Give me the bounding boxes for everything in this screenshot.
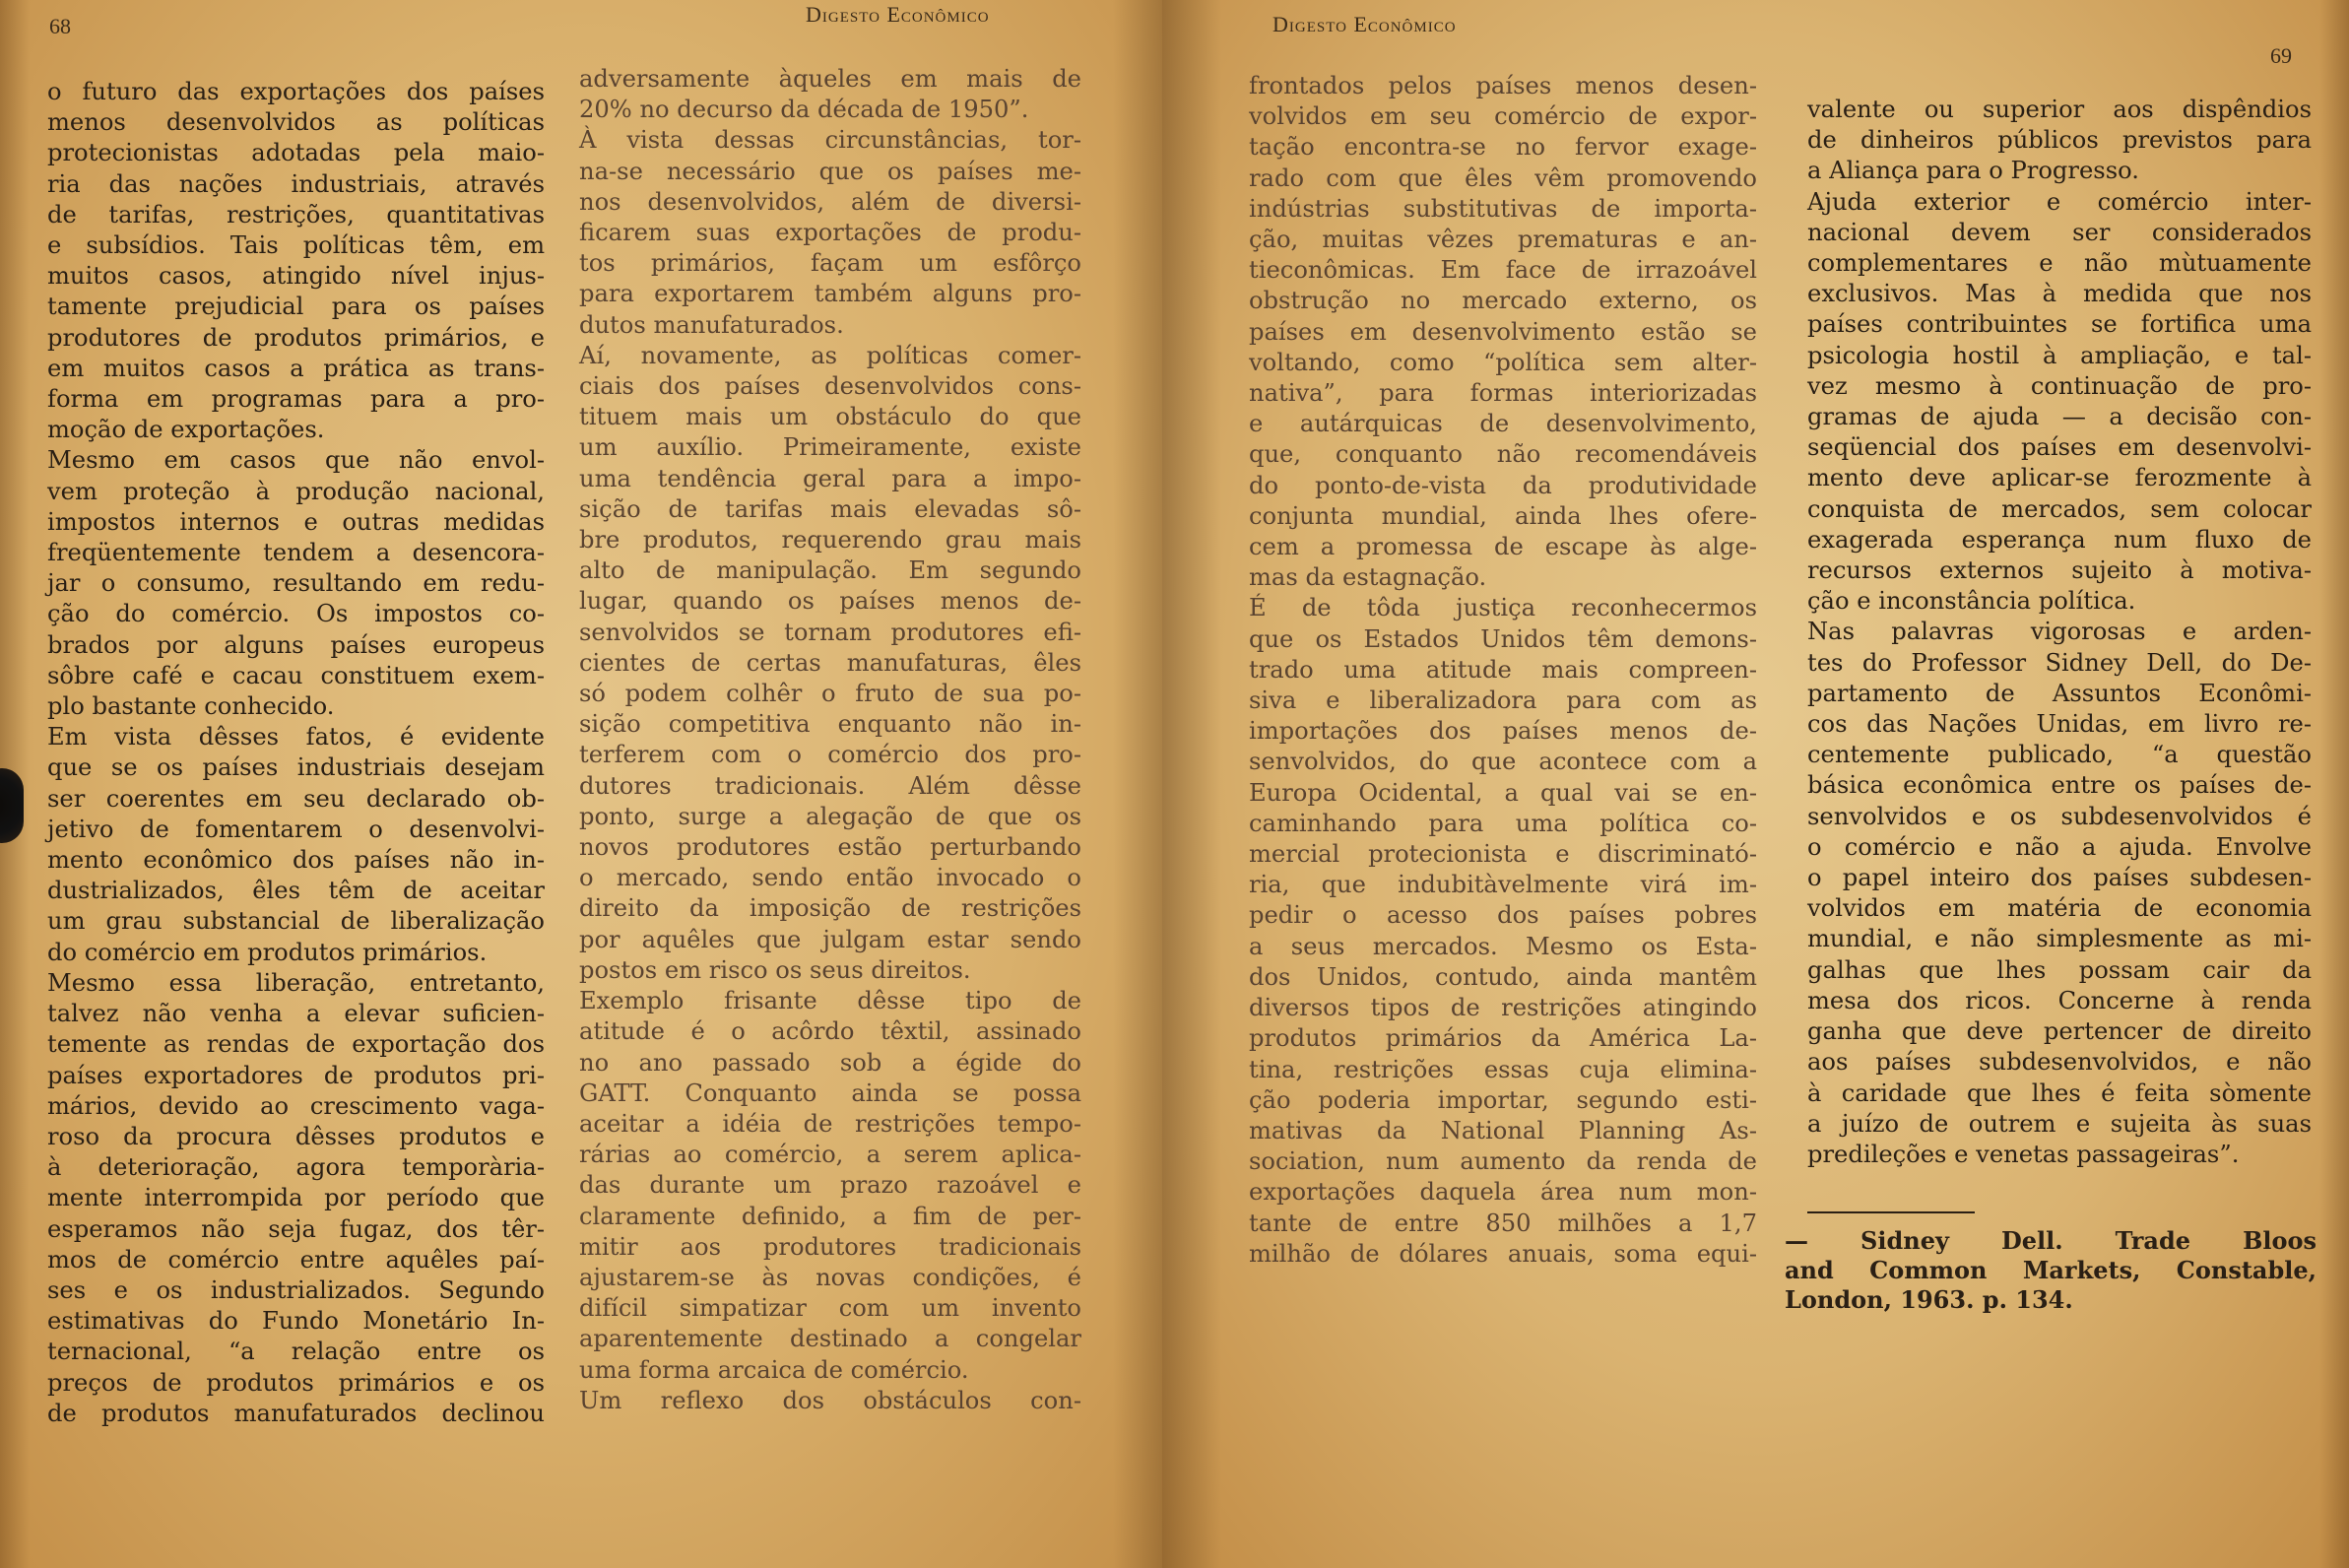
text-line: só podem colhêr o fruto de sua po- [579, 680, 1081, 708]
text-line: um grau substancial de liberalização [47, 907, 545, 936]
text-line: a Aliança para o Progresso. [1807, 157, 2139, 185]
text-line: plo bastante conhecido. [47, 692, 335, 721]
text-line: dustrializados, êles têm de aceitar [47, 877, 545, 905]
text-line: pedir o acesso dos países pobres [1249, 901, 1757, 930]
left-page [0, 0, 1172, 1568]
text-line: sição de tarifas mais elevadas sô- [579, 494, 1081, 523]
text-line: de produtos manufaturados declinou [47, 1399, 545, 1427]
text-line: mundial, e não simplesmente as mi- [1807, 925, 2312, 953]
text-line: ção e inconstância política. [1807, 587, 2136, 616]
text-line: Aí, novamente, as políticas comer- [579, 341, 1081, 369]
text-line: siva e liberalizadora para com as [1249, 686, 1757, 715]
text-line: mas da estagnação. [1249, 563, 1487, 592]
text-line: mente interrompida por período que [47, 1184, 545, 1212]
text-line: jar o consumo, resultando em redu- [47, 569, 545, 598]
text-line: Um reflexo dos obstáculos con- [579, 1386, 1081, 1414]
text-line: nativa”, para formas interiorizadas [1249, 379, 1757, 408]
text-line: temente as rendas de exportação dos [47, 1030, 545, 1059]
left-page-column-2 [579, 64, 1081, 1416]
text-line: países exportadores de produtos pri- [47, 1061, 545, 1089]
page-number-left: 68 [49, 14, 71, 38]
text-line: tes do Professor Sidney Dell, do De- [1807, 648, 2312, 677]
text-line: senvolvidos e os subdesenvolvidos é [1807, 802, 2312, 830]
text-line: sôbre café e cacau constituem exem- [47, 661, 545, 689]
text-line: produtores de produtos primários, e [47, 323, 545, 352]
text-line: o comércio e não a ajuda. Envolve [1807, 832, 2312, 861]
text-line: ganha que deve pertencer de direito [1807, 1017, 2312, 1046]
text-line: em muitos casos a prática as trans- [47, 354, 545, 382]
text-line: exagerada esperança num fluxo de [1807, 525, 2312, 554]
text-line: dutores tradicionais. Além dêsse [579, 771, 1081, 800]
text-line: predileções e venetas passageiras”. [1807, 1140, 2240, 1168]
text-line: centemente publicado, “a questão [1807, 741, 2312, 769]
text-line: Mesmo em casos que não envol- [47, 446, 545, 475]
text-line: obstrução no mercado externo, os [1249, 287, 1757, 315]
text-line: ção do comércio. Os impostos co- [47, 600, 545, 628]
text-line: aceitar a idéia de restrições tempo- [579, 1109, 1081, 1138]
text-line: nos desenvolvidos, além de diversi- [579, 187, 1081, 216]
text-line: muitos casos, atingido nível injus- [47, 262, 545, 291]
left-page-column-1 [47, 77, 545, 1429]
text-line: adversamente àqueles em mais de [579, 65, 1081, 93]
text-line: ciais dos países desenvolvidos cons- [579, 372, 1081, 401]
text-line: ria, que indubitàvelmente virá im- [1249, 871, 1757, 899]
text-line: direito da imposição de restrições [579, 894, 1081, 923]
text-line: rado com que êles vêm promovendo [1249, 163, 1757, 192]
text-line: indústrias substitutivas de importa- [1249, 194, 1757, 223]
text-line: rárias ao comércio, a serem aplica- [579, 1141, 1081, 1169]
text-line: GATT. Conquanto ainda se possa [579, 1078, 1081, 1107]
right-page-column-1 [1249, 71, 1757, 1270]
text-line: dos Unidos, contudo, ainda mantêm [1249, 962, 1757, 991]
footnote-line: — Sidney Dell. Trade Bloos [1785, 1226, 2316, 1255]
text-line: mitir aos produtores tradicionais [579, 1232, 1081, 1261]
text-line: conquista de mercados, sem colocar [1807, 494, 2312, 523]
text-line: importações dos países menos de- [1249, 717, 1757, 746]
text-line: mesa dos ricos. Concerne à renda [1807, 986, 2312, 1014]
text-line: recursos externos sujeito à motiva- [1807, 556, 2312, 585]
text-line: 20% no decurso da década de 1950”. [579, 96, 1029, 124]
page-number-right: 69 [2270, 43, 2292, 68]
text-line: volvidos em matéria de economia [1807, 894, 2312, 923]
text-line: sição competitiva enquanto não in- [579, 710, 1081, 739]
text-line: diversos tipos de restrições atingindo [1249, 994, 1757, 1022]
text-line: países em desenvolvimento estão se [1249, 317, 1757, 346]
text-line: frontados pelos países menos desen- [1249, 72, 1757, 99]
text-line: e subsídios. Tais políticas têm, em [47, 231, 545, 260]
text-line: complementares e não mùtuamente [1807, 249, 2312, 278]
text-line: Ajuda exterior e comércio inter- [1807, 187, 2312, 216]
text-line: países contribuintes se fortifica uma [1807, 310, 2312, 339]
text-line: que os Estados Unidos têm demons- [1249, 624, 1757, 653]
text-line: tante de entre 850 milhões a 1,7 [1249, 1209, 1757, 1237]
text-line: ternacional, “a relação entre os [47, 1338, 545, 1366]
text-line: tina, restrições essas cuja elimina- [1249, 1055, 1757, 1083]
text-line: ser coerentes em seu declarado ob- [47, 784, 545, 813]
text-line: uma tendência geral para a impo- [579, 464, 1081, 492]
text-line: moção de exportações. [47, 416, 325, 444]
footnote-line: London, 1963. p. 134. [1785, 1285, 2073, 1314]
text-line: freqüentemente tendem a desencora- [47, 539, 545, 567]
text-line: uma forma arcaica de comércio. [579, 1355, 969, 1384]
text-line: talvez não venha a elevar suficien- [47, 1000, 545, 1028]
text-line: preços de produtos primários e os [47, 1368, 545, 1397]
text-line: na-se necessário que os países me- [579, 157, 1081, 185]
text-line: ficarem suas exportações de produ- [579, 219, 1081, 247]
text-line: estimativas do Fundo Monetário In- [47, 1307, 545, 1336]
text-line: mativas da National Planning As- [1249, 1116, 1757, 1144]
text-line: Mesmo essa liberação, entretanto, [47, 968, 545, 997]
right-page [1162, 0, 2349, 1568]
text-line: galhas que lhes possam cair da [1807, 955, 2312, 984]
text-line: um auxílio. Primeiramente, existe [579, 433, 1081, 462]
text-line: alto de manipulação. Em segundo [579, 556, 1081, 585]
text-line: por aquêles que julgam estar sendo [579, 925, 1081, 953]
text-line: de tarifas, restrições, quantitativas [47, 200, 545, 229]
text-line: impostos internos e outras medidas [47, 507, 545, 536]
text-line: aparentemente destinado a congelar [579, 1325, 1081, 1353]
text-line: o papel inteiro dos países subdesen- [1807, 864, 2312, 892]
running-head-left: Digesto Econômico [806, 2, 990, 27]
text-line: ses e os industrializados. Segundo [47, 1275, 545, 1304]
running-head-right: Digesto Econômico [1272, 12, 1457, 36]
text-line: menos desenvolvidos as políticas [47, 108, 545, 137]
footnote-rule [1807, 1211, 1975, 1213]
text-line: psicologia hostil à ampliação, e tal- [1807, 341, 2312, 369]
text-line: mercial protecionista e discriminató- [1249, 840, 1757, 869]
text-line: aos países subdesenvolvidos, e não [1807, 1048, 2312, 1077]
text-line: forma em programas para a pro- [47, 385, 545, 414]
text-line: caminhando para uma política co- [1249, 809, 1757, 837]
text-line: tos primários, façam um esfôrço [579, 249, 1081, 278]
text-line: dutos manufaturados. [579, 310, 844, 339]
text-line: roso da procura dêsses produtos e [47, 1122, 545, 1150]
text-line: e autárquicas de desenvolvimento, [1249, 410, 1757, 438]
text-line: exportações daquela área num mon- [1249, 1178, 1757, 1207]
text-line: Europa Ocidental, a qual vai se en- [1249, 778, 1757, 807]
text-line: vem proteção à produção nacional, [47, 477, 545, 505]
footnote-line: and Common Markets, Constable, [1785, 1256, 2316, 1284]
text-line: conjunta mundial, ainda lhes ofere- [1249, 501, 1757, 530]
text-line: terferem com o comércio dos pro- [579, 741, 1081, 769]
text-line: lugar, quando os países menos de- [579, 587, 1081, 616]
text-line: sociation, num aumento da renda de [1249, 1147, 1757, 1176]
text-line: mários, devido ao crescimento vaga- [47, 1091, 545, 1120]
text-line: do comércio em produtos primários. [47, 938, 488, 966]
text-line: bre produtos, requerendo grau mais [579, 526, 1081, 555]
text-line: senvolvidos se tornam produtores efi- [579, 618, 1081, 646]
text-line: exclusivos. Mas à medida que nos [1807, 280, 2312, 308]
text-line: à caridade que lhes é feita sòmente [1807, 1078, 2312, 1107]
text-line: tamente prejudicial para os países [47, 293, 545, 321]
text-line: claramente definido, a fim de per- [579, 1202, 1081, 1230]
text-line: vez mesmo à continuação de pro- [1807, 371, 2312, 400]
text-line: o mercado, sendo então invocado o [579, 864, 1081, 892]
text-line: ção poderia importar, segundo esti- [1249, 1085, 1757, 1114]
text-line: Em vista dêsses fatos, é evidente [47, 723, 545, 751]
text-line: cem a promessa de escape às alge- [1249, 533, 1757, 561]
text-line: a seus mercados. Mesmo os Esta- [1249, 932, 1757, 960]
text-line: atitude é o acôrdo têxtil, assinado [579, 1017, 1081, 1046]
text-line: tieconômicas. Em face de irrazoável [1249, 256, 1757, 285]
text-line: básica econômica entre os países de- [1807, 771, 2312, 800]
text-line: difícil simpatizar com um invento [579, 1294, 1081, 1323]
text-line: à deterioração, agora temporària- [47, 1153, 545, 1182]
text-line: seqüencial dos países em desenvolvi- [1807, 433, 2312, 462]
text-line: É de tôda justiça reconhecermos [1249, 594, 1757, 622]
text-line: volvidos em seu comércio de expor- [1249, 102, 1757, 131]
text-line: produtos primários da América La- [1249, 1024, 1757, 1053]
text-line: o futuro das exportações dos países [47, 78, 545, 105]
text-line: partamento de Assuntos Econômi- [1807, 679, 2312, 707]
text-line: mos de comércio entre aquêles paí- [47, 1245, 545, 1274]
text-line: para exportarem também alguns pro- [579, 280, 1081, 308]
text-line: que se os países industriais desejam [47, 753, 545, 782]
text-line: postos em risco os seus direitos. [579, 955, 971, 984]
text-line: Nas palavras vigorosas e arden- [1807, 618, 2312, 646]
text-line: gramas de ajuda — a decisão con- [1807, 403, 2312, 431]
text-line: esperamos não seja fugaz, dos têr- [47, 1214, 545, 1243]
text-line: ria das nações industriais, através [47, 169, 545, 198]
binder-clip-mark [0, 768, 24, 843]
text-line: voltando, como “política sem alter- [1249, 348, 1757, 376]
text-line: trado uma atitude mais compreen- [1249, 655, 1757, 684]
text-line: tação encontra-se no fervor exage- [1249, 133, 1757, 162]
text-line: ajustarem-se às novas condições, é [579, 1263, 1081, 1291]
text-line: novos produtores estão perturbando [579, 833, 1081, 862]
text-line: ção, muitas vêzes prematuras e an- [1249, 226, 1757, 254]
text-line: que, conquanto não recomendáveis [1249, 440, 1757, 469]
text-line: milhão de dólares anuais, soma equi- [1249, 1239, 1757, 1268]
text-line: cos das Nações Unidas, em livro re- [1807, 710, 2312, 739]
text-line: cientes de certas manufaturas, êles [579, 648, 1081, 677]
text-line: protecionistas adotadas pela maio- [47, 139, 545, 167]
text-line: mento econômico dos países não in- [47, 846, 545, 875]
text-line: de dinheiros públicos previstos para [1807, 126, 2312, 155]
text-line: valente ou superior aos dispêndios [1807, 96, 2312, 123]
text-line: jetivo de fomentarem o desenvolvi- [47, 815, 545, 843]
text-line: a juízo de outrem e sujeita às suas [1807, 1109, 2312, 1138]
text-line: brados por alguns países europeus [47, 630, 545, 659]
text-line: ponto, surge a alegação de que os [579, 802, 1081, 830]
right-page-column-2 [1807, 95, 2312, 1170]
text-line: das durante um prazo razoável e [579, 1171, 1081, 1200]
text-line: do ponto-de-vista da produtividade [1249, 471, 1757, 499]
text-line: Exemplo frisante dêsse tipo de [579, 987, 1081, 1015]
text-line: nacional devem ser considerados [1807, 218, 2312, 246]
text-line: tituem mais um obstáculo do que [579, 403, 1081, 431]
text-line: senvolvidos, do que acontece com a [1249, 748, 1757, 776]
text-line: mento deve aplicar-se ferozmente à [1807, 464, 2312, 492]
footnote [1785, 1226, 2316, 1315]
text-line: no ano passado sob a égide do [579, 1048, 1081, 1077]
text-line: À vista dessas circunstâncias, tor- [579, 126, 1081, 155]
